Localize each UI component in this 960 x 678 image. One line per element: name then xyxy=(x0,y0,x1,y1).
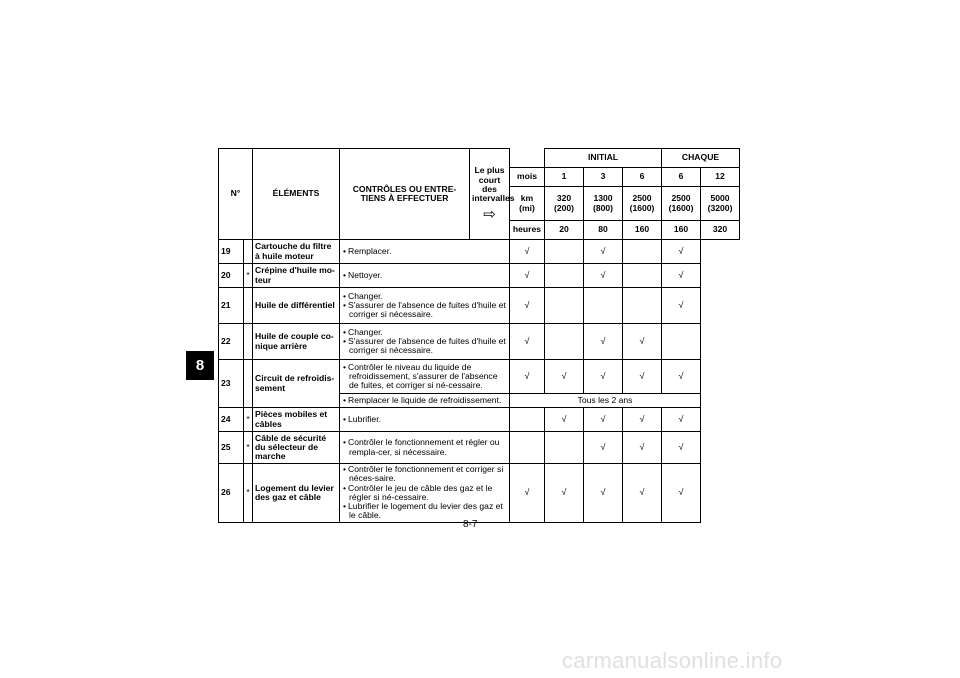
check-mark: √ xyxy=(623,360,662,394)
action-item: • S'assurer de l'absence de fuites d'huile et corriger si nécessaire. xyxy=(342,301,507,320)
action-item: • Contrôler le fonctionnement et régler ou rempla-cer, si nécessaire. xyxy=(342,438,507,457)
check-mark: √ xyxy=(623,408,662,432)
empty-cell xyxy=(510,408,545,432)
header-num: N° xyxy=(219,149,253,240)
row-number: 19 xyxy=(219,240,244,264)
row-item: Logement du levier des gaz et câble xyxy=(253,464,340,523)
row-sub-action xyxy=(340,394,510,408)
unit-value: 5000 (3200) xyxy=(701,187,740,221)
row-number: 22 xyxy=(219,324,244,360)
unit-value: 6 xyxy=(662,168,701,187)
action-item: • Changer. xyxy=(342,292,507,301)
action-item: • Nettoyer. xyxy=(342,271,507,280)
dealer-asterisk xyxy=(244,288,253,324)
check-mark: √ xyxy=(584,408,623,432)
dealer-asterisk: * xyxy=(244,432,253,464)
check-mark: √ xyxy=(584,264,623,288)
action-item: • Remplacer. xyxy=(342,247,507,256)
unit-value: 2500 (1600) xyxy=(662,187,701,221)
check-mark: √ xyxy=(510,360,545,394)
row-actions xyxy=(340,324,510,360)
check-mark: √ xyxy=(662,408,701,432)
dealer-asterisk xyxy=(244,240,253,264)
unit-value: 160 xyxy=(662,221,701,240)
maintenance-table xyxy=(218,148,740,523)
table-row xyxy=(219,464,740,523)
empty-cell xyxy=(545,432,584,464)
table-row xyxy=(219,360,740,394)
header-blank xyxy=(510,149,545,168)
check-mark: √ xyxy=(510,240,545,264)
row-number: 20 xyxy=(219,264,244,288)
dealer-asterisk xyxy=(244,360,253,408)
empty-cell xyxy=(623,264,662,288)
check-mark: √ xyxy=(662,464,701,523)
action-list xyxy=(342,247,507,256)
header-every: CHAQUE xyxy=(662,149,740,168)
unit-value: 80 xyxy=(584,221,623,240)
header-controls: CONTRÔLES OU ENTRE-TIENS À EFFECTUER xyxy=(340,149,470,240)
empty-cell xyxy=(623,240,662,264)
row-actions xyxy=(340,464,510,523)
dealer-asterisk: * xyxy=(244,264,253,288)
row-item: Cartouche du filtre à huile moteur xyxy=(253,240,340,264)
check-mark: √ xyxy=(510,288,545,324)
table-row xyxy=(219,264,740,288)
empty-cell xyxy=(545,324,584,360)
row-item: Câble de sécurité du sélecteur de marche xyxy=(253,432,340,464)
check-mark: √ xyxy=(510,324,545,360)
table-header xyxy=(219,149,740,240)
row-actions xyxy=(340,432,510,464)
action-item: • Lubrifier le logement du levier des gaz et le câble. xyxy=(342,502,507,521)
empty-cell xyxy=(510,432,545,464)
empty-cell xyxy=(662,324,701,360)
unit-value: 2500 (1600) xyxy=(623,187,662,221)
row-sub-interval: Tous les 2 ans xyxy=(510,394,701,408)
unit-label: km (mi) xyxy=(510,187,545,221)
unit-value: 12 xyxy=(701,168,740,187)
watermark: carmanualsonline.info xyxy=(562,648,783,673)
row-actions xyxy=(340,264,510,288)
empty-cell xyxy=(545,264,584,288)
unit-value: 6 xyxy=(623,168,662,187)
row-number: 24 xyxy=(219,408,244,432)
row-actions xyxy=(340,288,510,324)
action-list xyxy=(342,271,507,280)
check-mark: √ xyxy=(584,432,623,464)
row-number: 26 xyxy=(219,464,244,523)
right-arrow-icon: ⇨ xyxy=(483,205,496,223)
row-item: Circuit de refroidis-sement xyxy=(253,360,340,408)
check-mark: √ xyxy=(584,324,623,360)
empty-cell xyxy=(623,288,662,324)
check-mark: √ xyxy=(623,324,662,360)
empty-cell xyxy=(545,240,584,264)
check-mark: √ xyxy=(662,264,701,288)
table-row xyxy=(219,288,740,324)
table-row xyxy=(219,432,740,464)
dealer-asterisk xyxy=(244,324,253,360)
header-elements: ÉLÉMENTS xyxy=(253,149,340,240)
check-mark: √ xyxy=(510,464,545,523)
action-list xyxy=(342,328,507,356)
row-actions xyxy=(340,240,510,264)
row-number: 21 xyxy=(219,288,244,324)
header-earliest xyxy=(470,149,515,240)
empty-cell xyxy=(545,288,584,324)
check-mark: √ xyxy=(545,408,584,432)
action-item: • Changer. xyxy=(342,328,507,337)
dealer-asterisk: * xyxy=(244,464,253,523)
unit-label: mois xyxy=(510,168,545,187)
unit-value: 160 xyxy=(623,221,662,240)
row-item: Huile de couple co-nique arrière xyxy=(253,324,340,360)
check-mark: √ xyxy=(545,464,584,523)
page-number: 8-7 xyxy=(463,519,478,530)
empty-cell xyxy=(584,288,623,324)
chapter-tab: 8 xyxy=(186,351,214,380)
unit-value: 3 xyxy=(584,168,623,187)
check-mark: √ xyxy=(584,360,623,394)
action-item: • S'assurer de l'absence de fuites d'huile et corriger si nécessaire. xyxy=(342,337,507,356)
action-item: • Contrôler le niveau du liquide de refroidissement, s'assurer de l'absence de fuites, et corriger si né-cessaire. xyxy=(342,363,507,391)
row-item: Pièces mobiles et câbles xyxy=(253,408,340,432)
header-initial: INITIAL xyxy=(545,149,662,168)
action-list xyxy=(342,415,507,424)
unit-value: 20 xyxy=(545,221,584,240)
table-row xyxy=(219,408,740,432)
action-list xyxy=(342,292,507,320)
action-list xyxy=(342,363,507,391)
action-list xyxy=(342,465,507,521)
action-list xyxy=(342,396,507,405)
check-mark: √ xyxy=(623,464,662,523)
row-item: Crépine d'huile mo-teur xyxy=(253,264,340,288)
check-mark: √ xyxy=(510,264,545,288)
action-item: • Contrôler le fonctionnement et corriger si néces-saire. xyxy=(342,465,507,484)
action-list xyxy=(342,438,507,457)
check-mark: √ xyxy=(662,288,701,324)
action-item: • Contrôler le jeu de câble des gaz et le régler si né-cessaire. xyxy=(342,484,507,503)
unit-value: 320 xyxy=(701,221,740,240)
row-item: Huile de différentiel xyxy=(253,288,340,324)
check-mark: √ xyxy=(584,464,623,523)
unit-label: heures xyxy=(510,221,545,240)
row-number: 23 xyxy=(219,360,244,408)
action-item: • Remplacer le liquide de refroidissement. xyxy=(342,396,507,405)
header-earliest-label: Le plus court des intervalles xyxy=(472,165,515,204)
unit-value: 1300 (800) xyxy=(584,187,623,221)
check-mark: √ xyxy=(662,240,701,264)
check-mark: √ xyxy=(545,360,584,394)
check-mark: √ xyxy=(584,240,623,264)
check-mark: √ xyxy=(662,360,701,394)
row-actions xyxy=(340,408,510,432)
action-item: • Lubrifier. xyxy=(342,415,507,424)
table-body xyxy=(219,240,740,523)
table-row xyxy=(219,324,740,360)
dealer-asterisk: * xyxy=(244,408,253,432)
table-row xyxy=(219,240,740,264)
row-number: 25 xyxy=(219,432,244,464)
unit-value: 320 (200) xyxy=(545,187,584,221)
check-mark: √ xyxy=(662,432,701,464)
check-mark: √ xyxy=(623,432,662,464)
row-actions xyxy=(340,360,510,394)
unit-value: 1 xyxy=(545,168,584,187)
